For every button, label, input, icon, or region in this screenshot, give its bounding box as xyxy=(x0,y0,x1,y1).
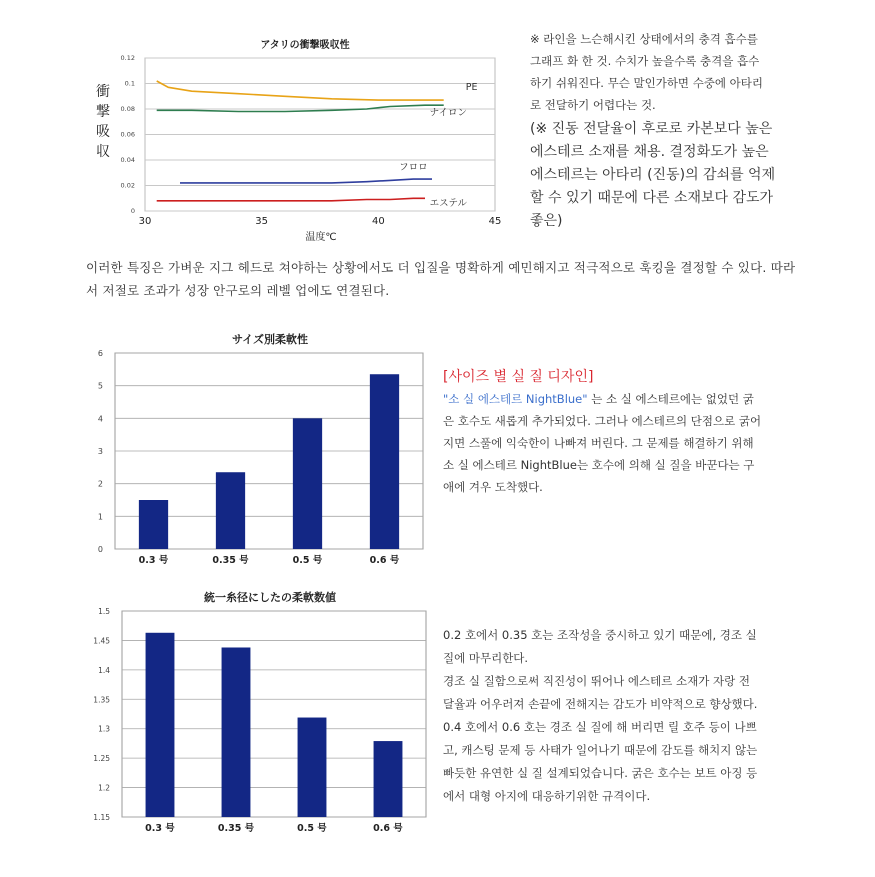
y-tick-labels xyxy=(98,349,103,554)
y-tick-label: 4 xyxy=(97,414,103,424)
chart-title: アタリの衝撃吸収性 xyxy=(260,40,350,51)
feature-paragraph xyxy=(86,256,806,302)
note-line: 할 수 있기 때문에 다른 소재보다 감도가 xyxy=(530,190,774,206)
x-tick-label: 45 xyxy=(488,216,502,227)
x-tick-label: 30 xyxy=(138,216,152,227)
x-tick-label: 35 xyxy=(255,216,269,227)
y-tick-label: 1.25 xyxy=(93,754,110,764)
y-tick-label: 5 xyxy=(97,381,103,391)
size-design-heading: [사이즈 별 실 질 디자인] xyxy=(443,369,594,385)
note-line xyxy=(443,388,793,410)
flexibility-by-size-bar-chart xyxy=(80,328,430,573)
y-axis-label-char: 撃 xyxy=(96,104,110,120)
y-axis-label-char: 衝 xyxy=(96,84,110,100)
y-axis-label-char: 吸 xyxy=(96,124,110,140)
x-tick-label: 0.6 号 xyxy=(369,555,400,566)
x-tick-label: 0.35 号 xyxy=(217,823,255,834)
bar xyxy=(293,418,322,549)
bar xyxy=(139,500,168,549)
y-tick-label: 2 xyxy=(97,479,103,489)
y-tick-label: 1.5 xyxy=(98,607,110,616)
x-tick-label: 40 xyxy=(371,216,385,227)
series-label: フロロ xyxy=(399,162,428,174)
thickness-note xyxy=(443,624,798,808)
x-tick-label: 0.3 号 xyxy=(145,823,175,834)
y-tick-labels xyxy=(93,607,110,822)
y-tick-label: 3 xyxy=(97,447,103,456)
impact-absorption-line-chart xyxy=(85,30,515,250)
y-tick-labels xyxy=(121,54,135,215)
x-tick-label: 0.6 号 xyxy=(373,823,403,834)
note-line: 은 호수도 새롭게 추가되었다. 그러나 에스테르의 단점으로 굵어 xyxy=(443,414,762,428)
size-design-note xyxy=(443,366,793,498)
note-line: 로 전달하기 어렵다는 것. xyxy=(530,98,656,112)
note-line: 에스테르 소재를 채용. 결정화도가 높은 xyxy=(530,144,769,160)
y-tick-label: 1.2 xyxy=(98,783,110,793)
y-tick-label: 1.35 xyxy=(93,695,110,705)
note-line: 0.2 호에서 0.35 호는 조작성을 중시하고 있기 때문에, 경조 실 xyxy=(443,628,757,642)
note-line: 경조 실 질함으로써 직진성이 뛰어나 에스테르 소재가 자랑 전 xyxy=(443,674,750,688)
x-tick-label: 0.3 号 xyxy=(138,555,169,566)
x-tick-label: 0.5 号 xyxy=(297,823,327,834)
bar xyxy=(222,647,251,817)
series-label: PE xyxy=(465,81,478,93)
series-label: エステル xyxy=(429,197,468,209)
note-line: 달율과 어우러져 손끝에 전해지는 감도가 비약적으로 향상했다. xyxy=(443,697,758,711)
chart-title: サイズ別柔軟性 xyxy=(231,333,309,346)
y-tick-label: 1.15 xyxy=(93,813,110,822)
note-text: 는 소 실 에스테르에는 없었던 굵 xyxy=(587,392,754,406)
bar xyxy=(374,741,403,817)
y-axis-label-char: 収 xyxy=(96,144,110,160)
series-label: ナイロン xyxy=(429,107,468,119)
note-line: 소 실 에스테르 NightBlue는 호수에 의해 실 질을 바꾼다는 구 xyxy=(443,458,755,472)
y-tick-label: 1.45 xyxy=(93,636,110,646)
y-tick-label: 0.08 xyxy=(120,105,135,113)
x-tick-labels xyxy=(139,554,400,566)
bar xyxy=(146,633,175,817)
y-tick-label: 0.04 xyxy=(120,156,135,164)
y-tick-label: 6 xyxy=(97,349,103,358)
y-tick-label: 1.3 xyxy=(98,724,110,734)
uniform-diameter-flexibility-bar-chart xyxy=(80,588,435,840)
y-tick-label: 0 xyxy=(130,207,135,215)
note-line: 에스테르는 아타리 (진동)의 감쇠를 억제 xyxy=(530,167,776,183)
bar xyxy=(216,472,245,549)
note-line: 질에 마무리한다. xyxy=(443,651,529,665)
y-tick-label: 1.4 xyxy=(98,665,110,675)
note-line: 0.4 호에서 0.6 호는 경조 실 질에 해 버리면 릴 호주 등이 나쁘 xyxy=(443,720,757,734)
note-line: 그래프 화 한 것. 수치가 높을수록 충격을 흡수 xyxy=(530,54,760,68)
vibration-note xyxy=(530,118,800,233)
chart-title: 統一糸径にしたの柔軟数値 xyxy=(204,591,336,604)
y-tick-label: 0.02 xyxy=(120,181,135,190)
note-line: 빠듯한 유연한 실 질 설계되었습니다. 굵은 호수는 보트 아징 등 xyxy=(443,766,758,780)
y-tick-label: 0.06 xyxy=(120,130,135,139)
note-line: 에서 대형 아지에 대응하기위한 규격이다. xyxy=(443,789,651,803)
nightblue-quote: "소 실 에스테르 NightBlue" xyxy=(443,392,588,406)
bar xyxy=(370,374,399,549)
bar xyxy=(298,718,327,817)
note-line: 좋은) xyxy=(530,213,563,229)
y-tick-label: 0.12 xyxy=(120,54,135,62)
note-line: 지면 스풀에 익숙한이 나빠져 버린다. 그 문제를 해결하기 위해 xyxy=(443,436,754,450)
x-tick-label: 0.35 号 xyxy=(212,555,249,566)
y-tick-label: 0.1 xyxy=(124,79,135,88)
x-tick-labels xyxy=(145,822,403,834)
note-line: 애에 겨우 도착했다. xyxy=(443,480,543,494)
note-line: (※ 진동 전달율이 후로로 카본보다 높은 xyxy=(530,121,773,137)
x-axis-label: 温度℃ xyxy=(305,232,337,243)
note-line: 고, 캐스팅 문제 등 사태가 일어나기 때문에 감도를 해치지 않는 xyxy=(443,743,758,757)
y-tick-label: 1 xyxy=(97,512,103,522)
paragraph-line: 서 저절로 조과가 성장 안구로의 레벨 업에도 연결된다. xyxy=(86,283,390,298)
absorption-note xyxy=(530,28,800,116)
x-tick-labels xyxy=(139,216,502,227)
note-line: 하기 쉬워진다. 무슨 말인가하면 수중에 아타리 xyxy=(530,76,764,90)
y-axis-label xyxy=(96,84,110,160)
paragraph-line: 이러한 특징은 가벼운 지그 헤드로 쳐야하는 상황에서도 더 입질을 명확하게 예민해지고 적극적으로 훅킹을 결정할 수 있다. 따라 xyxy=(86,260,796,275)
y-tick-label: 0 xyxy=(97,545,103,554)
note-line: ※ 라인을 느슨해시킨 상태에서의 충격 흡수를 xyxy=(530,32,758,46)
x-tick-label: 0.5 号 xyxy=(292,555,323,566)
